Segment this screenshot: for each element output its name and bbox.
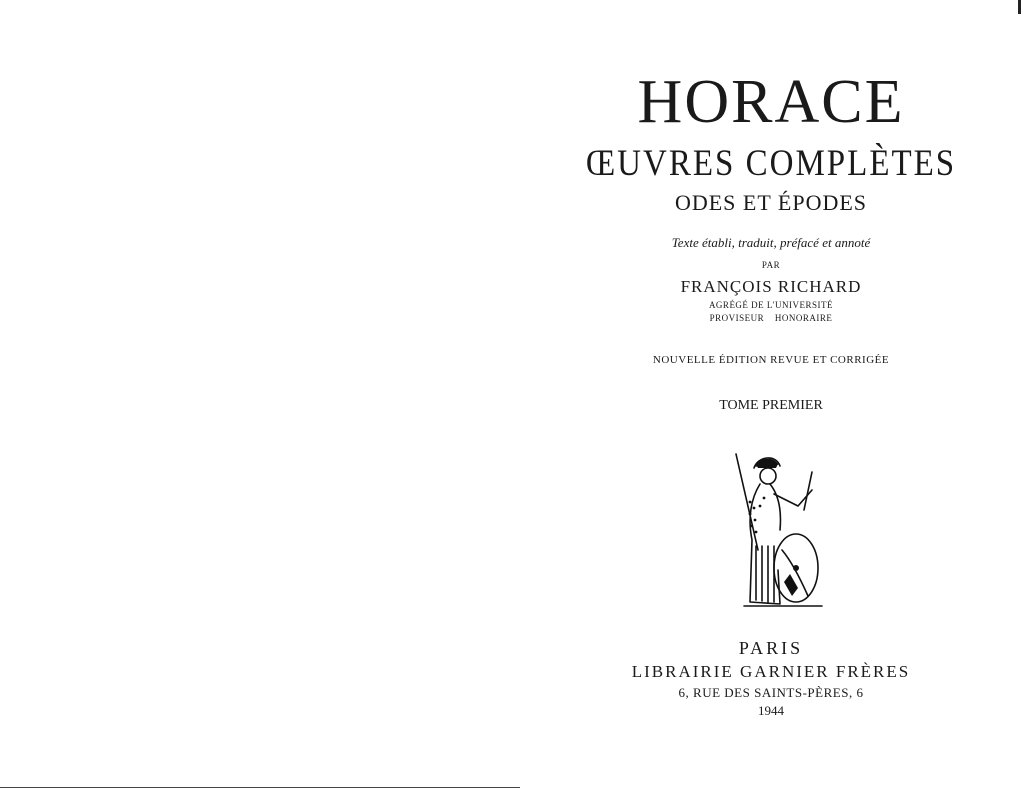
publication-city: PARIS <box>738 638 804 658</box>
athena-illustration-icon <box>720 450 830 615</box>
author-name: HORACE <box>637 68 905 136</box>
work-title: ŒUVRES COMPLÈTES <box>585 143 957 185</box>
by-label: PAR <box>761 260 781 270</box>
publisher-address: 6, RUE DES SAINTS-PÈRES, 6 <box>678 685 864 700</box>
volume-label: TOME PREMIER <box>719 398 823 413</box>
translator-title-1: AGRÉGÉ DE L'UNIVERSITÉ <box>708 300 834 310</box>
translator-title-2: PROVISEUR HONORAIRE <box>709 313 833 323</box>
scan-edge-rule <box>0 787 520 788</box>
publication-year: 1944 <box>758 703 784 718</box>
publisher-name: LIBRAIRIE GARNIER FRÈRES <box>631 662 911 681</box>
translation-credit: Texte établi, traduit, préfacé et annoté <box>671 235 871 250</box>
translator-name: FRANÇOIS RICHARD <box>680 277 862 296</box>
work-subtitle: ODES ET ÉPODES <box>674 190 868 215</box>
edition-note: NOUVELLE ÉDITION REVUE ET CORRIGÉE <box>652 354 890 366</box>
scan-edge-mark <box>1018 0 1021 14</box>
